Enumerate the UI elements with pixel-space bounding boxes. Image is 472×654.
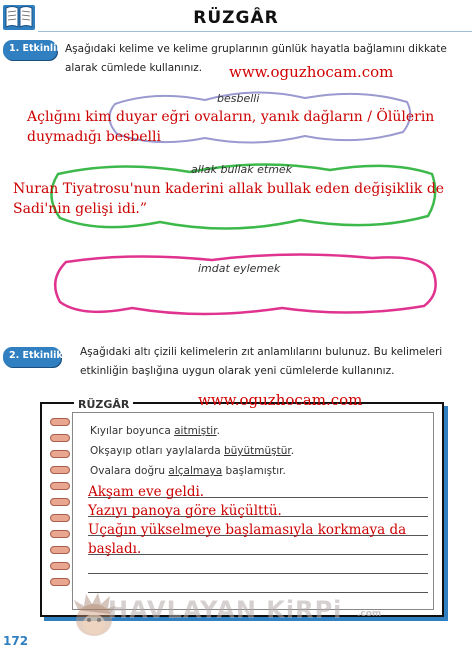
brand-watermark-suffix: .com [357, 609, 382, 619]
spiral-ring-icon [50, 434, 70, 442]
sentence-2-end: . [290, 445, 295, 457]
spiral-ring-icon [50, 482, 70, 490]
site-watermark-box: www.oguzhocam.com [198, 391, 363, 409]
sentence-2-underlined: büyütmüştür [223, 445, 291, 457]
sentence-1 [90, 425, 220, 437]
sentence-1-text: Kıyılar boyunca [90, 425, 175, 437]
answer-line-1: Akşam eve geldi. [88, 484, 205, 500]
sentence-2-text: Okşayıp otları yaylalarda [90, 445, 224, 457]
sentence-1-underlined: aitmiştir [174, 425, 217, 437]
spiral-ring-icon [50, 578, 70, 586]
writing-line [88, 573, 428, 574]
spiral-ring-icon [50, 498, 70, 506]
notebook-title: RÜZGÂR [74, 398, 133, 411]
activity-2-instruction: Aşağıdaki altı çizili kelimelerin zıt anlamlılarını bulunuz. Bu kelimeleri etkinliğin başlığına uygun olarak yeni cümlelerde kullanınız. [80, 346, 443, 377]
word-cloud-imdat [42, 248, 444, 320]
activity-2-tag: 2. Etkinlik [3, 347, 61, 367]
spiral-ring-icon [50, 466, 70, 474]
site-watermark-top: www.oguzhocam.com [229, 63, 394, 81]
answer-line-3: Uçağın yükselmeye başlamasıyla korkmaya da başladı. [88, 522, 407, 557]
answer-besbelli: Açlığını kim duyar eğri ovaların, yanık dağların / Ölülerin duymadığı besbelli [27, 109, 435, 145]
spiral-ring-icon [50, 418, 70, 426]
sentence-3 [90, 465, 286, 477]
spiral-ring-icon [50, 450, 70, 458]
word-allak-bullak: allak bullak etmek [191, 163, 293, 176]
sentence-1-end: . [216, 425, 220, 437]
sentence-3-text: Ovalara doğru [90, 465, 169, 477]
spiral-ring-icon [50, 530, 70, 538]
page-number: 172 [3, 634, 29, 648]
brand-watermark: HAVLAYAN KiRPi [108, 596, 343, 624]
spiral-ring-icon [50, 546, 70, 554]
spiral-ring-icon [50, 514, 70, 522]
writing-line [88, 592, 428, 593]
spiral-ring-icon [50, 562, 70, 570]
answer-allak-bullak: Nuran Tiyatrosu'nun kaderini allak bullak eden değişiklik de Sadi'nin gelişi idi.” [13, 181, 445, 217]
page-title: RÜZGÂR [193, 8, 279, 28]
activity-1-instruction: Aşağıdaki kelime ve kelime gruplarının günlük hayatla bağlamını dikkate alarak cümlede kullanınız. [65, 43, 447, 74]
sentence-2 [90, 445, 294, 457]
activity-1-tag: 1. Etkinlik [3, 40, 57, 60]
header-divider [38, 31, 472, 32]
sentence-3-underlined: alçalmaya [168, 465, 223, 477]
answer-line-2: Yazıyı panoya göre küçülttü. [88, 503, 282, 519]
word-besbelli: besbelli [217, 92, 260, 105]
sentence-3-end: başlamıştır. [222, 465, 286, 477]
word-imdat-eylemek: imdat eylemek [198, 262, 281, 275]
